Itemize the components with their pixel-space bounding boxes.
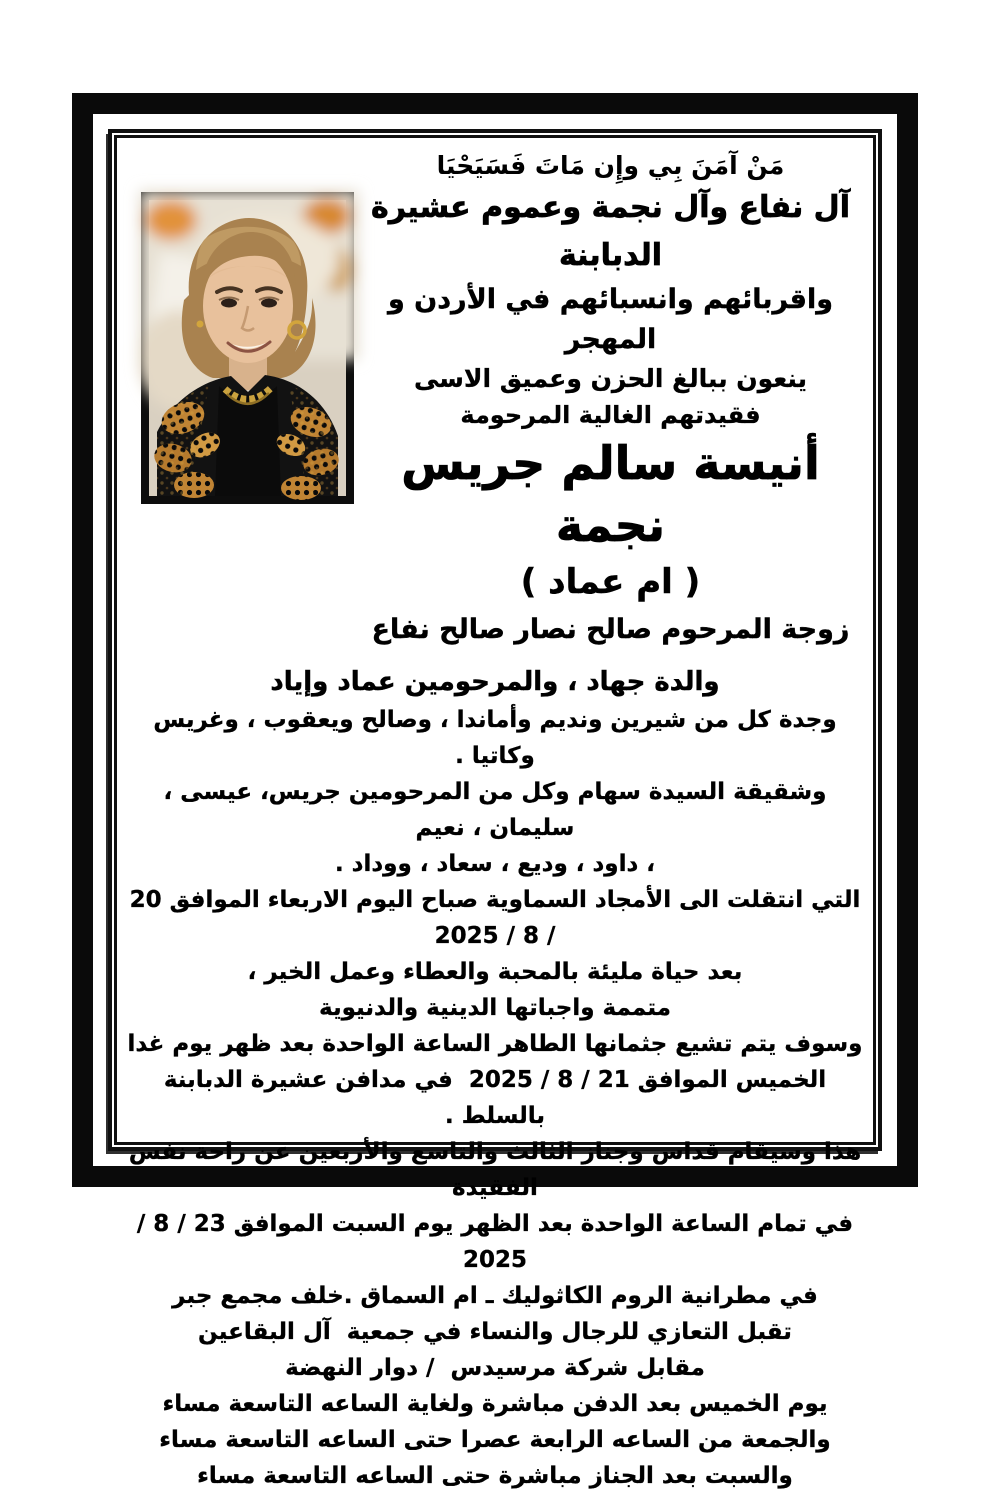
body-line: الخميس الموافق 21 / 8 / 2025 في مدافن عشيرة الدبابنة بالسلط . xyxy=(155,1067,827,1129)
body-line: والدة جهاد ، والمرحومين عماد وإياد xyxy=(270,667,720,697)
deceased-photo-image xyxy=(149,200,346,496)
body-line: مقابل شركة مرسيدس / دوار النهضة xyxy=(285,1355,705,1381)
body-line: والسبت بعد الجناز مباشرة حتى الساعه التاسعة مساء xyxy=(197,1463,793,1489)
relatives-line: واقربائهم وانسبائهم في الأردن و المهجر xyxy=(387,284,834,355)
families-line: آل نفاع وآل نجمة وعموم عشيرة الدبابنة xyxy=(371,190,850,273)
deceased-intro-line: فقيدتهم الغالية المرحومة xyxy=(460,401,761,429)
body-line: متممة واجباتها الدينية والدنيوية xyxy=(319,995,671,1021)
body-line: هذا وسيقام قداس وجناز الثالث والتاسع والأربعين عن راحة نفس الفقيدة xyxy=(120,1139,862,1201)
content-area xyxy=(114,135,876,1489)
deceased-photo-frame xyxy=(141,192,354,504)
body-line: وسوف يتم تشيع جثمانها الطاهر الساعة الواحدة بعد ظهر يوم غدا xyxy=(127,1031,863,1057)
body-line: في مطرانية الروم الكاثوليك ـ ام السماق .خلف مجمع جبر xyxy=(172,1283,818,1309)
body-line: بعد حياة مليئة بالمحبة والعطاء وعمل الخير ، xyxy=(247,959,743,985)
body-line: في تمام الساعة الواحدة بعد الظهر يوم السبت الموافق 23 / 8 / 2025 xyxy=(128,1211,854,1273)
inner-frame xyxy=(108,129,882,1489)
announcement-header xyxy=(358,144,863,652)
body-line: التي انتقلت الى الأمجاد السماوية صباح اليوم الاربعاء الموافق 20 / 8 / 2025 xyxy=(121,887,861,949)
deceased-nickname: ( ام عماد ) xyxy=(520,562,701,602)
scripture-quote: مَنْ آمَنَ بِي وإِن مَاتَ فَسَيَحْيَا xyxy=(436,151,785,180)
body-line: ، داود ، وديع ، سعاد ، ووداد . xyxy=(334,851,656,877)
spouse-line: زوجة المرحوم صالح نصار صالح نفاع xyxy=(371,614,850,645)
body-line: تقبل التعازي للرجال والنساء في جمعية آل البقاعين xyxy=(198,1319,792,1345)
body-line: وشقيقة السيدة سهام وكل من المرحومين جريس، عيسى ، سليمان ، نعيم xyxy=(155,779,827,841)
announcement-body xyxy=(120,662,863,1494)
outer-black-frame xyxy=(72,93,918,1489)
deceased-name: أنيسة سالم جريس نجمة xyxy=(401,436,820,552)
body-line: والجمعة من الساعه الرابعة عصرا حتى الساعه التاسعة مساء xyxy=(159,1427,831,1453)
top-section xyxy=(127,144,863,652)
body-line: وجدة كل من شيرين ونديم وأماندا ، وصالح ويعقوب ، وغريس وكاتيا . xyxy=(145,707,837,769)
body-line: يوم الخميس بعد الدفن مباشرة ولغاية الساعه التاسعة مساء xyxy=(162,1391,828,1417)
grief-line: ينعون ببالغ الحزن وعميق الاسى xyxy=(413,364,808,393)
